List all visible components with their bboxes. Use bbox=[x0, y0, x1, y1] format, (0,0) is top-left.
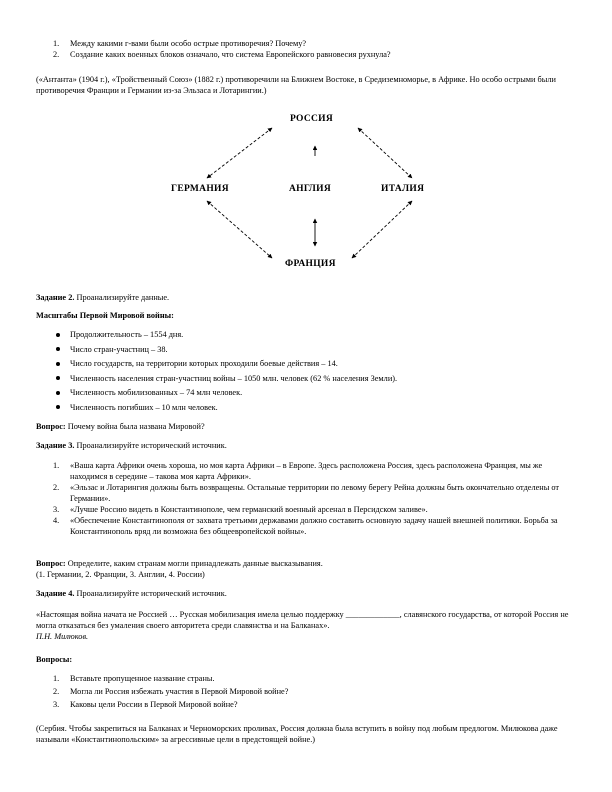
task4-questions-label: Вопросы: bbox=[36, 655, 73, 664]
arrow-germany-france bbox=[207, 201, 272, 258]
task2-heading: Задание 2. Проанализируйте данные. bbox=[36, 293, 170, 302]
diagram-label-germany: ГЕРМАНИЯ bbox=[171, 184, 229, 194]
list-item: Численность погибших – 10 млн человек. bbox=[53, 402, 573, 417]
diagram-label-france: ФРАНЦИЯ bbox=[285, 259, 336, 269]
list-item: 1. Вставьте пропущенное название страны. bbox=[53, 674, 215, 683]
list-item: Число стран-участниц – 38. bbox=[53, 344, 573, 359]
arrow-russia-germany bbox=[207, 128, 272, 178]
task2-subtitle: Масштабы Первой Мировой войны: bbox=[36, 311, 174, 320]
arrow-italy-france bbox=[352, 201, 412, 258]
list-item: 4. «Обеспечение Константинополя от захвата третьими державами должно составить основную задачу нашей внешней политики. Борьба за Константинополь вряд ли возможна без общеевропейской войны». bbox=[53, 516, 558, 536]
list-item: 2. «Эльзас и Лотарингия должны быть возвращены. Остальные территории по левому берегу Рейна должны быть окончательно отделены от Германии». bbox=[53, 483, 560, 503]
list-item: Число государств, на территории которых проходили боевые действия – 14. bbox=[53, 358, 573, 373]
list-item: 3. «Лучше Россию видеть в Константинополе, чем германский военный арсенал в Персидском заливе». bbox=[53, 505, 428, 514]
task4-author: П.Н. Милюков. bbox=[36, 632, 89, 641]
task2-question: Вопрос: Почему война была названа Мировой? bbox=[36, 422, 205, 431]
list-item: 2. Создание каких военных блоков означало, что система Европейского равновесия рухнула? bbox=[53, 50, 391, 59]
task3-heading: Задание 3. Проанализируйте исторический источник. bbox=[36, 441, 227, 450]
list-item: 3. Каковы цели России в Первой Мировой войне? bbox=[53, 700, 238, 709]
task4-questions bbox=[53, 673, 573, 712]
task3-list bbox=[53, 460, 575, 537]
alliances-diagram bbox=[0, 0, 612, 290]
list-item: 2. Могла ли Россия избежать участия в Первой Мировой войне? bbox=[53, 687, 289, 696]
task4-quote: «Настоящая война начата не Россией … Русская мобилизация имела целью поддержку _____________, славянского государства, от которой Россия не могла отказаться без умаления своего авторитета среди славянства и на Балканах». bbox=[36, 610, 569, 630]
task4-heading: Задание 4. Проанализируйте исторический источник. bbox=[36, 589, 227, 598]
list-item: Численность мобилизованных – 74 млн человек. bbox=[53, 387, 573, 402]
diagram-label-russia: РОССИЯ bbox=[290, 114, 334, 124]
list-item: Продолжительность – 1554 дня. bbox=[53, 329, 573, 344]
list-item: 1. «Ваша карта Африки очень хороша, но моя карта Африки – в Европе. Здесь расположена Россия, здесь расположена Франция, мы же находимся в середине – такова моя карта Африки». bbox=[53, 461, 543, 481]
task3-answer: (1. Германии, 2. Франции, 3. Англии, 4. России) bbox=[36, 570, 205, 579]
arrow-russia-italy bbox=[358, 128, 412, 178]
task4-answer: (Сербия. Чтобы закрепиться на Балканах и Черноморских проливах, Россия должна была вступить в войну под любым предлогом. Милюкова даже называли «Константинопольским» за агрессивные цели в предстоящей войне.) bbox=[36, 724, 558, 744]
diagram-label-england: АНГЛИЯ bbox=[289, 184, 331, 194]
diagram-label-italy: ИТАЛИЯ bbox=[381, 184, 425, 194]
list-item: 1. Между какими г-вами были особо острые противоречия? Почему? bbox=[53, 39, 307, 48]
list-item: Численность населения стран-участниц войны – 1050 млн. человек (62 % населения Земли). bbox=[53, 373, 573, 388]
answer-paragraph-1: («Антанта» (1904 г.), «Тройственный Союз» (1882 г.) противоречили на Ближнем Востоке, в Средиземноморье, в Африке. Но особо острыми были противоречия Франции и Германии из-за Эльзаса и Лотарингии.) bbox=[36, 75, 556, 95]
task2-list bbox=[53, 329, 573, 416]
task3-question: Вопрос: Определите, каким странам могли принадлежать данные высказывания. bbox=[36, 559, 323, 568]
